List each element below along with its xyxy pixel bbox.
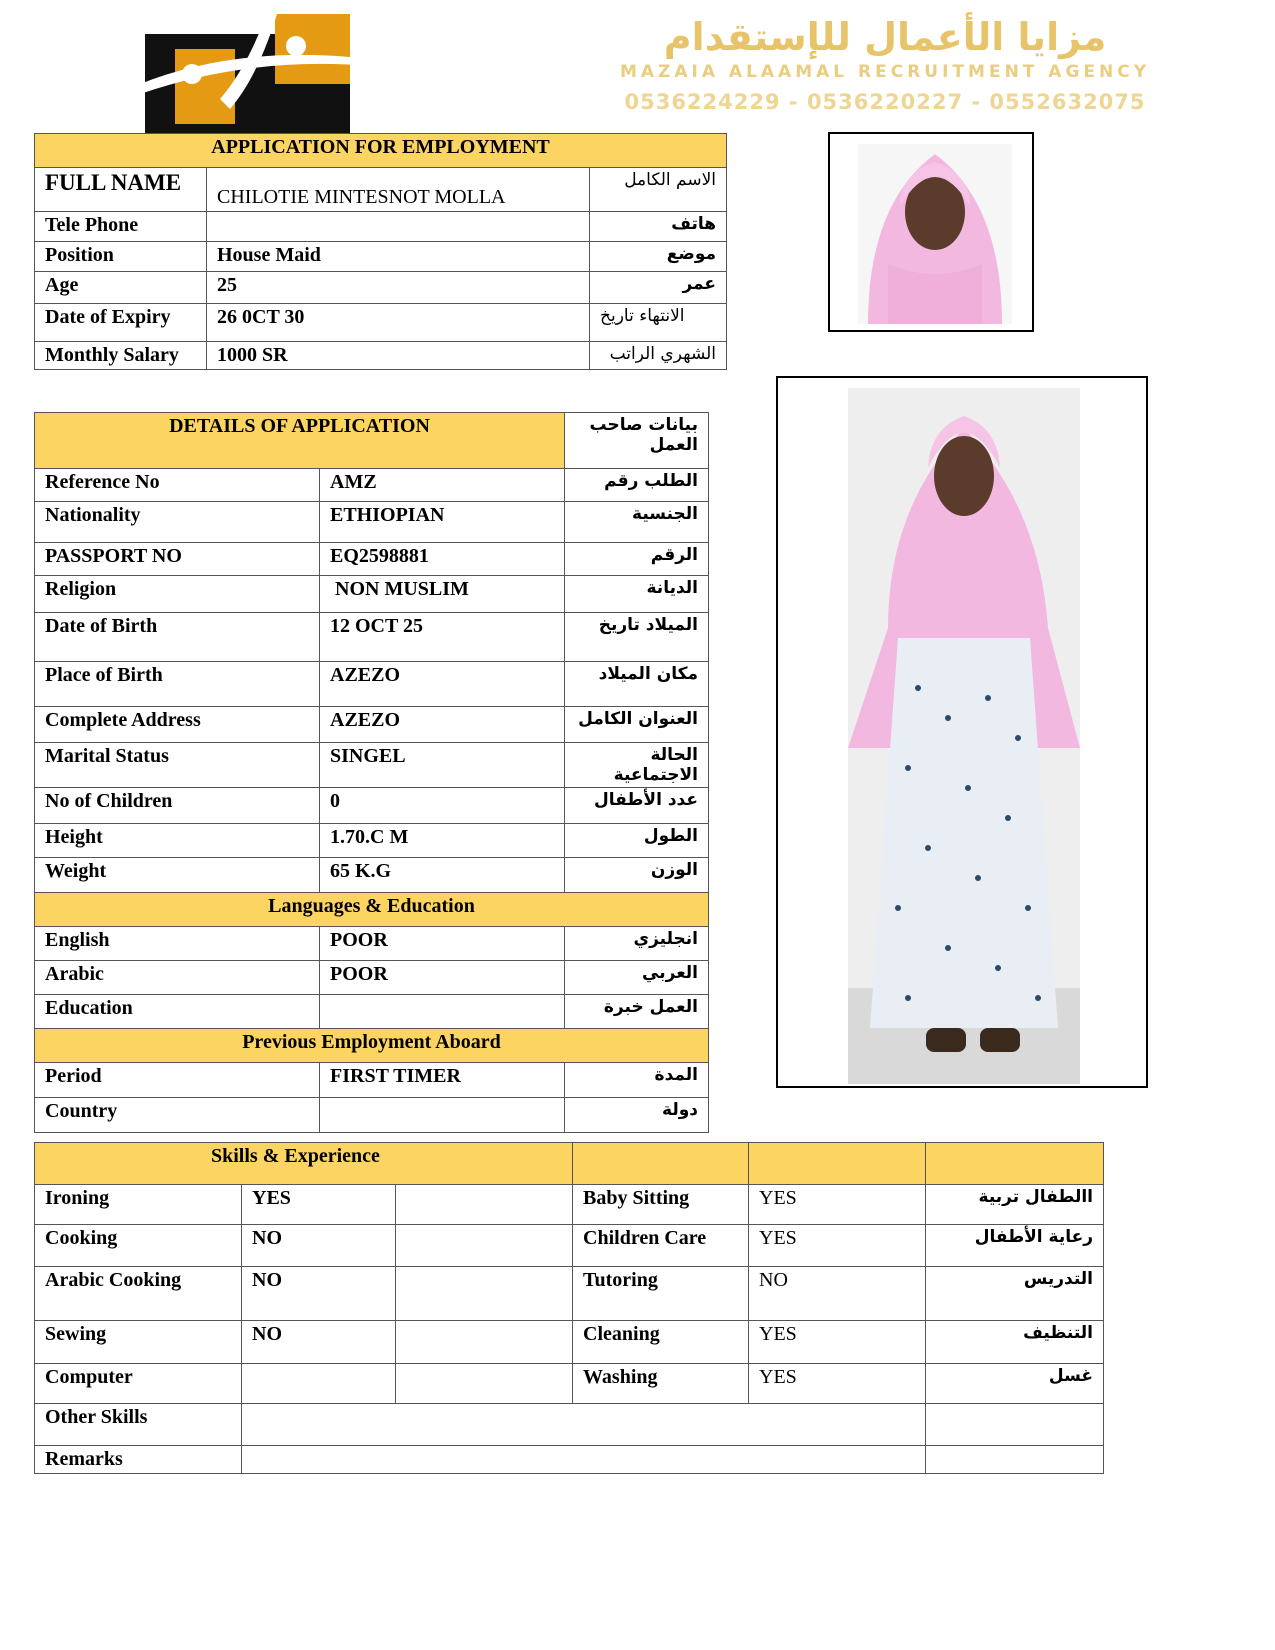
remarks-label: Remarks [35,1446,242,1474]
details-title-ar: بيانات صاحب العمل [565,413,709,469]
value-monthly-salary: 1000 SR [207,342,590,370]
ar-religion: الديانة [565,576,709,613]
skill-computer-extra [396,1364,573,1404]
agency-brand [540,14,1230,134]
full-body-photo-frame [776,376,1148,1088]
skill-sewing-extra [396,1321,573,1364]
languages-title: Languages & Education [35,893,709,927]
value-english: POOR [320,927,565,961]
value-complete-address: AZEZO [320,707,565,743]
label-age: Age [35,272,207,304]
skill-cooking-label: Cooking [35,1225,242,1267]
value-passport-no: EQ2598881 [320,543,565,576]
skill-arabic-cooking-extra [396,1267,573,1321]
label-arabic: Arabic [35,961,320,995]
value-arabic: POOR [320,961,565,995]
skill-children-care-value: YES [749,1225,926,1267]
ar-age: عمر [590,272,727,304]
label-monthly-salary: Monthly Salary [35,342,207,370]
value-date-of-expiry: 26 0CT 30 [207,304,590,342]
label-position: Position [35,242,207,272]
other-skills-value [242,1404,926,1446]
ar-marital-status: الحالة الاجتماعية [565,743,709,788]
label-marital-status: Marital Status [35,743,320,788]
skill-baby-sitting-value: YES [749,1185,926,1225]
skill-arabic-cooking-value: NO [242,1267,396,1321]
skill-ironing-value: YES [242,1185,396,1225]
ar-monthly-salary: الشهري الراتب [590,342,727,370]
skill-tutoring-ar: التدريس [926,1267,1104,1321]
ar-passport-no: الرقم [565,543,709,576]
label-religion: Religion [35,576,320,613]
value-place-of-birth: AZEZO [320,662,565,707]
skill-sewing-value: NO [242,1321,396,1364]
label-nationality: Nationality [35,502,320,543]
label-education: Education [35,995,320,1029]
brand-phones: 0536224229 - 0536220227 - 0552632075 [624,90,1146,114]
value-reference-no: AMZ [320,469,565,502]
passport-photo-frame [828,132,1034,332]
application-title: APPLICATION FOR EMPLOYMENT [35,134,727,168]
value-full-name: CHILOTIE MINTESNOT MOLLA [207,168,590,212]
value-period: FIRST TIMER [320,1063,565,1098]
skill-washing-value: YES [749,1364,926,1404]
ar-weight: الوزن [565,858,709,893]
ar-date-of-birth: الميلاد تاريخ [565,613,709,662]
label-place-of-birth: Place of Birth [35,662,320,707]
skill-ironing-extra [396,1185,573,1225]
label-full-name: FULL NAME [35,168,207,212]
ar-date-of-expiry: الانتهاء تاريخ [590,304,727,342]
ar-place-of-birth: مكان الميلاد [565,662,709,707]
details-title: DETAILS OF APPLICATION [35,413,565,469]
ar-height: الطول [565,824,709,858]
skills-header-cell-5 [749,1143,926,1185]
label-height: Height [35,824,320,858]
ar-complete-address: العنوان الكامل [565,707,709,743]
application-table [34,133,727,370]
label-no-of-children: No of Children [35,788,320,824]
skill-computer-label: Computer [35,1364,242,1404]
skill-baby-sitting-ar: االطفال تربية [926,1185,1104,1225]
skill-children-care-ar: رعاية الأطفال [926,1225,1104,1267]
skills-header-cell-4 [573,1143,749,1185]
ar-telephone: هاتف [590,212,727,242]
remarks-value [242,1446,926,1474]
ar-period: المدة [565,1063,709,1098]
ar-education: العمل خبرة [565,995,709,1029]
skill-tutoring-label: Tutoring [573,1267,749,1321]
skill-tutoring-value: NO [749,1267,926,1321]
full-body-photo [848,388,1080,1084]
brand-english-name: MAZAIA ALAAMAL RECRUITMENT AGENCY [619,62,1151,82]
label-telephone: Tele Phone [35,212,207,242]
skill-arabic-cooking-label: Arabic Cooking [35,1267,242,1321]
value-marital-status: SINGEL [320,743,565,788]
value-nationality: ETHIOPIAN [320,502,565,543]
brand-arabic-name: مزايا الأعمال للإستقدام [663,15,1107,59]
previous-employment-title: Previous Employment Aboard [35,1029,709,1063]
skills-title: Skills & Experience [35,1143,573,1185]
ar-full-name: الاسم الكامل [590,168,727,212]
passport-photo [858,144,1012,324]
label-complete-address: Complete Address [35,707,320,743]
value-country [320,1098,565,1133]
skill-cooking-extra [396,1225,573,1267]
other-skills-label: Other Skills [35,1404,242,1446]
skill-children-care-label: Children Care [573,1225,749,1267]
label-date-of-birth: Date of Birth [35,613,320,662]
ar-country: دولة [565,1098,709,1133]
value-education [320,995,565,1029]
details-table [34,412,709,1133]
value-weight: 65 K.G [320,858,565,893]
skill-ironing-label: Ironing [35,1185,242,1225]
skills-header-cell-6 [926,1143,1104,1185]
value-date-of-birth: 12 OCT 25 [320,613,565,662]
ar-nationality: الجنسية [565,502,709,543]
skill-cleaning-label: Cleaning [573,1321,749,1364]
value-telephone [207,212,590,242]
other-skills-extra [926,1404,1104,1446]
label-country: Country [35,1098,320,1133]
skill-baby-sitting-label: Baby Sitting [573,1185,749,1225]
label-english: English [35,927,320,961]
label-passport-no: PASSPORT NO [35,543,320,576]
skill-sewing-label: Sewing [35,1321,242,1364]
agency-logo [120,4,380,136]
value-religion: NON MUSLIM [320,576,565,613]
value-height: 1.70.C M [320,824,565,858]
skills-table [34,1142,1104,1474]
value-age: 25 [207,272,590,304]
skill-cleaning-value: YES [749,1321,926,1364]
skill-cooking-value: NO [242,1225,396,1267]
value-position: House Maid [207,242,590,272]
ar-english: انجليزي [565,927,709,961]
skill-cleaning-ar: التنظيف [926,1321,1104,1364]
value-no-of-children: 0 [320,788,565,824]
skill-washing-ar: غسل [926,1364,1104,1404]
label-date-of-expiry: Date of Expiry [35,304,207,342]
skill-washing-label: Washing [573,1364,749,1404]
remarks-extra [926,1446,1104,1474]
ar-reference-no: الطلب رقم [565,469,709,502]
ar-no-of-children: عدد الأطفال [565,788,709,824]
ar-position: موضع [590,242,727,272]
label-weight: Weight [35,858,320,893]
label-reference-no: Reference No [35,469,320,502]
ar-arabic: العربي [565,961,709,995]
label-period: Period [35,1063,320,1098]
skill-computer-value [242,1364,396,1404]
